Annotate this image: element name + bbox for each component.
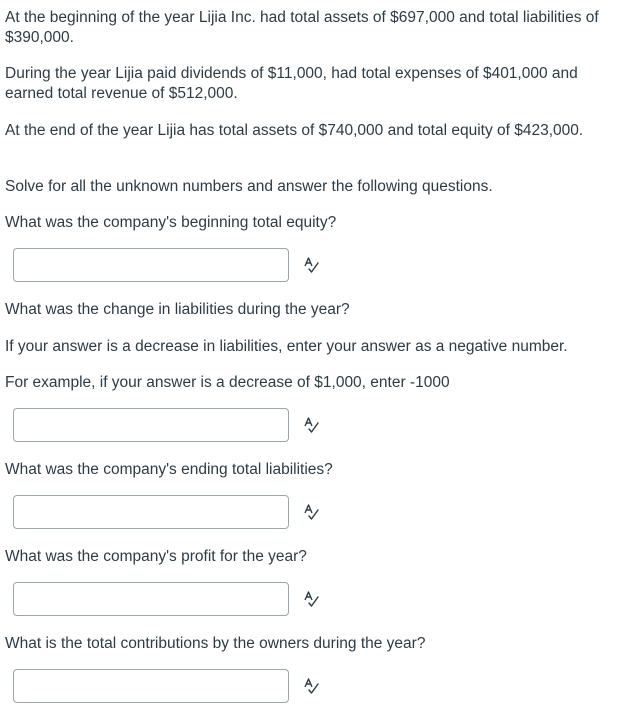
- intro-paragraph-2: During the year Lijia paid dividends of $11,000, had total expenses of $401,000 and earned total revenue of $512,000.: [5, 65, 578, 102]
- spell-check-icon[interactable]: [302, 677, 320, 695]
- spell-check-icon[interactable]: [302, 256, 320, 274]
- answer-row-profit: [13, 582, 333, 618]
- answer-row-ending-liabilities: [13, 495, 333, 531]
- change-in-liabilities-input[interactable]: [13, 408, 289, 442]
- question-owner-contributions: What is the total contributions by the owners during the year?: [5, 635, 426, 652]
- question-change-example: For example, if your answer is a decrease of $1,000, enter -1000: [5, 374, 450, 391]
- question-profit: What was the company's profit for the year?: [5, 548, 307, 565]
- answer-row-beginning-equity: [13, 248, 333, 284]
- question-change-in-liabilities: What was the change in liabilities during the year?: [5, 301, 350, 318]
- question-ending-liabilities: What was the company's ending total liabilities?: [5, 461, 333, 478]
- profit-input[interactable]: [13, 582, 289, 616]
- ending-liabilities-input[interactable]: [13, 495, 289, 529]
- instructions-text: Solve for all the unknown numbers and answer the following questions.: [5, 178, 493, 195]
- spell-check-icon[interactable]: [302, 503, 320, 521]
- answer-row-change-in-liabilities: [13, 408, 333, 444]
- spell-check-icon[interactable]: [302, 590, 320, 608]
- spell-check-icon[interactable]: [302, 416, 320, 434]
- beginning-equity-input[interactable]: [13, 248, 289, 282]
- question-beginning-equity: What was the company's beginning total equity?: [5, 214, 337, 231]
- question-change-note: If your answer is a decrease in liabilities, enter your answer as a negative number.: [5, 338, 568, 355]
- intro-paragraph-3: At the end of the year Lijia has total assets of $740,000 and total equity of $423,000.: [5, 122, 584, 139]
- intro-paragraph-1: At the beginning of the year Lijia Inc. had total assets of $697,000 and total liabilities of $390,000.: [5, 9, 599, 46]
- owner-contributions-input[interactable]: [13, 669, 289, 703]
